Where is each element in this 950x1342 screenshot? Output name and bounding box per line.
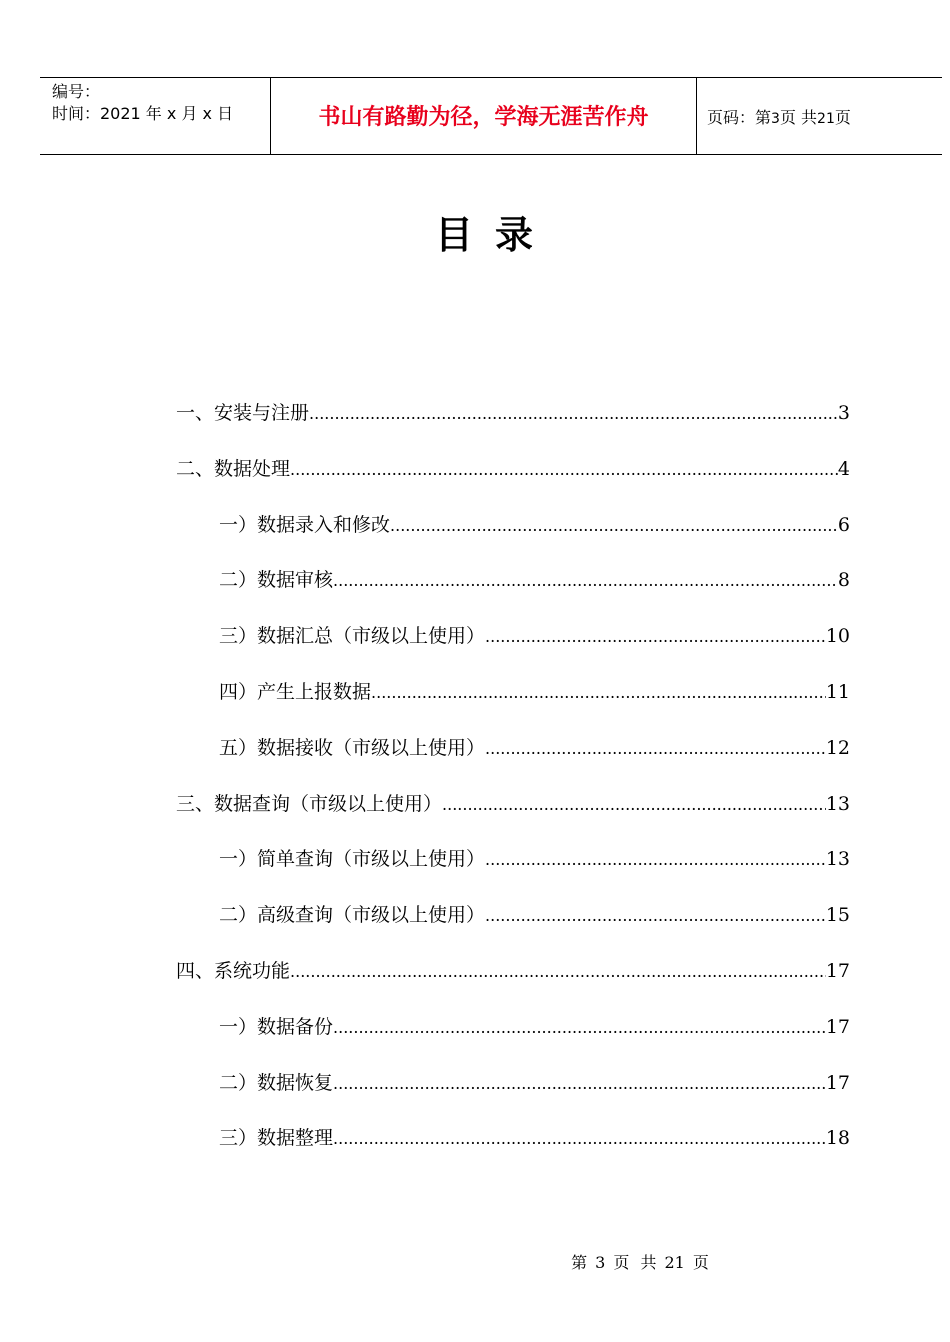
toc-entry-label: 二）高级查询（市级以上使用） — [219, 904, 486, 927]
toc-leader-dots — [309, 401, 838, 427]
motto-text: 书山有路勤为径，学海无涯苦作舟 — [318, 105, 649, 130]
toc-leader-dots — [333, 1015, 826, 1041]
toc-leader-dots — [290, 457, 838, 483]
toc-leader-dots — [333, 1126, 826, 1152]
toc-entry-label: 五）数据接收（市级以上使用） — [219, 736, 486, 759]
header-motto-cell — [270, 78, 697, 154]
toc-entry[interactable] — [176, 958, 850, 984]
toc-entry-label: 一）简单查询（市级以上使用） — [219, 848, 486, 871]
toc-entry-label: 二、数据处理 — [176, 457, 291, 480]
toc-leader-dots — [333, 568, 838, 594]
toc-entry-page: 13 — [825, 792, 850, 815]
toc-entry-page: 17 — [825, 1071, 850, 1094]
toc-entry-page: 4 — [837, 457, 850, 480]
code-label: 编号： — [52, 82, 101, 101]
toc-entry-label: 二）数据审核 — [219, 569, 334, 592]
header-page-cell — [697, 78, 942, 154]
toc-entry-label: 一、安装与注册 — [176, 402, 310, 424]
toc-entry[interactable] — [219, 735, 850, 761]
toc-entry[interactable] — [219, 623, 850, 649]
toc-entry-page: 8 — [837, 569, 850, 592]
page-footer — [0, 1253, 950, 1273]
toc-entry-label: 三）数据汇总（市级以上使用） — [219, 625, 486, 648]
toc-entry[interactable] — [219, 1125, 850, 1151]
toc-leader-dots — [485, 903, 826, 929]
toc-entry[interactable] — [219, 512, 850, 538]
toc-entry[interactable] — [176, 456, 850, 482]
page-total: 21 — [817, 111, 835, 127]
toc-leader-dots — [485, 736, 826, 762]
toc-entry[interactable] — [219, 1070, 850, 1096]
footer-current: 3 — [595, 1253, 606, 1272]
toc-entry-page: 12 — [825, 736, 850, 759]
toc-entry-label: 三）数据整理 — [219, 1127, 334, 1150]
date-line: 时间：2021 年 x 月 x 日 — [52, 104, 234, 123]
toc-leader-dots — [290, 959, 826, 985]
footer-suffix: 页 — [692, 1253, 709, 1272]
toc-entry-label: 三、数据查询（市级以上使用） — [176, 792, 443, 815]
toc-entry[interactable] — [219, 567, 850, 593]
toc-entry-page: 11 — [825, 681, 850, 703]
toc-leader-dots — [485, 624, 826, 650]
toc-leader-dots — [485, 847, 826, 873]
toc-entry[interactable] — [219, 846, 850, 872]
footer-prefix: 第 — [571, 1253, 588, 1272]
header-page-number — [707, 108, 851, 129]
toc-entry-page: 17 — [825, 960, 850, 982]
toc-entry-page: 15 — [825, 904, 850, 927]
toc-leader-dots — [442, 792, 826, 818]
toc-leader-dots — [390, 513, 838, 539]
toc-entry-page: 18 — [825, 1127, 850, 1150]
page-label-mid: 页 共 — [779, 108, 818, 127]
toc-entry[interactable] — [219, 1014, 850, 1040]
toc-entry-label: 四）产生上报数据 — [219, 681, 372, 703]
toc-entry-label: 一）数据备份 — [219, 1015, 334, 1038]
toc-entry[interactable] — [176, 400, 850, 426]
page-label-prefix: 页码：第 — [707, 108, 772, 127]
page-current: 3 — [771, 111, 780, 127]
toc-entry-page: 10 — [825, 625, 850, 648]
toc-entry-page: 17 — [825, 1015, 850, 1038]
toc-leader-dots — [333, 1071, 826, 1097]
toc-entry-label: 二）数据恢复 — [219, 1071, 334, 1094]
header-info-cell — [40, 78, 270, 154]
toc-entry[interactable] — [219, 679, 850, 705]
toc-entry-label: 四、系统功能 — [176, 960, 291, 982]
toc-entry-page: 3 — [837, 402, 850, 424]
toc-entry[interactable] — [176, 791, 850, 817]
toc-leader-dots — [371, 680, 826, 706]
page-label-suffix: 页 — [834, 108, 851, 127]
toc-entry[interactable] — [219, 902, 850, 928]
toc-entry-label: 一）数据录入和修改 — [219, 513, 391, 536]
toc-entry-page: 13 — [825, 848, 850, 871]
document-header — [40, 77, 942, 155]
toc-entry-page: 6 — [837, 513, 850, 536]
footer-total: 21 — [664, 1253, 685, 1272]
footer-mid: 页 共 — [613, 1253, 657, 1272]
toc-title: 目录 — [434, 213, 555, 257]
